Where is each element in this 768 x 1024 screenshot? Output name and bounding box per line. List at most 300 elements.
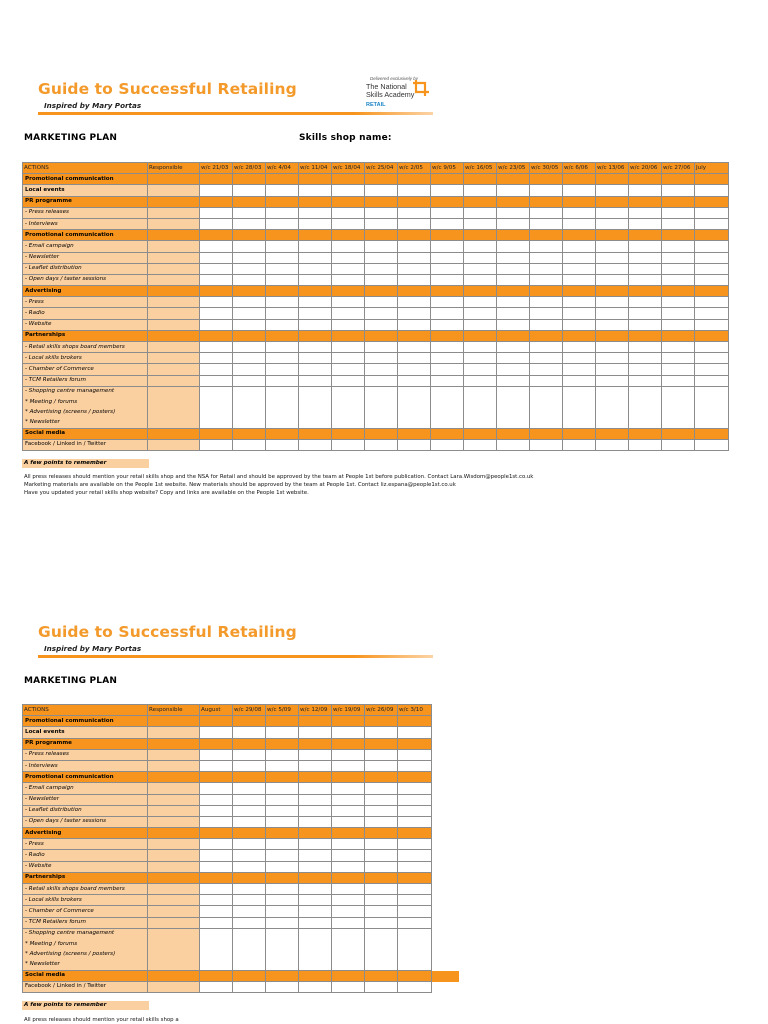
schedule-cell[interactable]: [299, 196, 332, 207]
schedule-cell[interactable]: [332, 794, 365, 805]
schedule-cell[interactable]: [233, 749, 266, 760]
schedule-cell[interactable]: [464, 397, 497, 407]
schedule-cell[interactable]: [431, 364, 464, 375]
schedule-cell[interactable]: [233, 794, 266, 805]
schedule-cell[interactable]: [464, 353, 497, 364]
schedule-cell[interactable]: [662, 297, 695, 308]
schedule-cell[interactable]: [233, 884, 266, 895]
responsible-cell[interactable]: [148, 981, 200, 992]
schedule-cell[interactable]: [332, 196, 365, 207]
schedule-cell[interactable]: [266, 230, 299, 241]
schedule-cell[interactable]: [233, 981, 266, 992]
schedule-cell[interactable]: [200, 417, 233, 428]
schedule-cell[interactable]: [200, 185, 233, 196]
schedule-cell[interactable]: [233, 397, 266, 407]
schedule-cell[interactable]: [398, 364, 431, 375]
schedule-cell[interactable]: [200, 895, 233, 906]
schedule-cell[interactable]: [233, 263, 266, 274]
schedule-cell[interactable]: [266, 949, 299, 959]
schedule-cell[interactable]: [497, 397, 530, 407]
schedule-cell[interactable]: [299, 263, 332, 274]
schedule-cell[interactable]: [365, 828, 398, 839]
schedule-cell[interactable]: [365, 738, 398, 749]
schedule-cell[interactable]: [398, 263, 431, 274]
schedule-cell[interactable]: [200, 794, 233, 805]
schedule-cell[interactable]: [200, 970, 233, 981]
responsible-cell[interactable]: [148, 738, 200, 749]
schedule-cell[interactable]: [596, 375, 629, 386]
schedule-cell[interactable]: [662, 185, 695, 196]
schedule-cell[interactable]: [200, 407, 233, 417]
schedule-cell[interactable]: [332, 308, 365, 319]
schedule-cell[interactable]: [530, 439, 563, 450]
responsible-cell[interactable]: [148, 241, 200, 252]
schedule-cell[interactable]: [530, 386, 563, 397]
schedule-cell[interactable]: [398, 407, 431, 417]
schedule-cell[interactable]: [200, 297, 233, 308]
schedule-cell[interactable]: [233, 364, 266, 375]
responsible-cell[interactable]: [148, 263, 200, 274]
schedule-cell[interactable]: [497, 319, 530, 330]
schedule-cell[interactable]: [299, 850, 332, 861]
schedule-cell[interactable]: [299, 308, 332, 319]
schedule-cell[interactable]: [563, 353, 596, 364]
schedule-cell[interactable]: [464, 407, 497, 417]
schedule-cell[interactable]: [365, 749, 398, 760]
schedule-cell[interactable]: [233, 760, 266, 771]
schedule-cell[interactable]: [629, 353, 662, 364]
schedule-cell[interactable]: [497, 252, 530, 263]
schedule-cell[interactable]: [365, 716, 398, 727]
schedule-cell[interactable]: [365, 794, 398, 805]
schedule-cell[interactable]: [695, 417, 729, 428]
schedule-cell[interactable]: [233, 308, 266, 319]
schedule-cell[interactable]: [266, 330, 299, 341]
schedule-cell[interactable]: [332, 805, 365, 816]
schedule-cell[interactable]: [464, 230, 497, 241]
responsible-cell[interactable]: [148, 386, 200, 397]
schedule-cell[interactable]: [662, 308, 695, 319]
schedule-cell[interactable]: [332, 218, 365, 229]
schedule-cell[interactable]: [200, 397, 233, 407]
schedule-cell[interactable]: [398, 906, 432, 917]
schedule-cell[interactable]: [233, 174, 266, 185]
schedule-cell[interactable]: [266, 805, 299, 816]
schedule-cell[interactable]: [299, 207, 332, 218]
schedule-cell[interactable]: [629, 308, 662, 319]
schedule-cell[interactable]: [464, 319, 497, 330]
schedule-cell[interactable]: [266, 970, 299, 981]
schedule-cell[interactable]: [695, 230, 729, 241]
schedule-cell[interactable]: [695, 274, 729, 285]
schedule-cell[interactable]: [464, 364, 497, 375]
schedule-cell[interactable]: [497, 196, 530, 207]
schedule-cell[interactable]: [200, 850, 233, 861]
schedule-cell[interactable]: [398, 981, 432, 992]
schedule-cell[interactable]: [332, 185, 365, 196]
schedule-cell[interactable]: [200, 939, 233, 949]
responsible-cell[interactable]: [148, 407, 200, 417]
schedule-cell[interactable]: [398, 783, 432, 794]
schedule-cell[interactable]: [695, 407, 729, 417]
schedule-cell[interactable]: [266, 174, 299, 185]
schedule-cell[interactable]: [431, 386, 464, 397]
schedule-cell[interactable]: [233, 207, 266, 218]
schedule-cell[interactable]: [365, 839, 398, 850]
schedule-cell[interactable]: [596, 218, 629, 229]
schedule-cell[interactable]: [398, 308, 431, 319]
schedule-cell[interactable]: [266, 917, 299, 928]
schedule-cell[interactable]: [299, 319, 332, 330]
schedule-cell[interactable]: [563, 417, 596, 428]
schedule-cell[interactable]: [266, 850, 299, 861]
schedule-cell[interactable]: [497, 375, 530, 386]
schedule-cell[interactable]: [497, 417, 530, 428]
schedule-cell[interactable]: [695, 286, 729, 297]
schedule-cell[interactable]: [662, 263, 695, 274]
schedule-cell[interactable]: [365, 397, 398, 407]
schedule-cell[interactable]: [332, 772, 365, 783]
schedule-cell[interactable]: [332, 297, 365, 308]
schedule-cell[interactable]: [365, 241, 398, 252]
schedule-cell[interactable]: [233, 805, 266, 816]
schedule-cell[interactable]: [365, 252, 398, 263]
schedule-cell[interactable]: [233, 286, 266, 297]
schedule-cell[interactable]: [332, 970, 365, 981]
schedule-cell[interactable]: [398, 375, 431, 386]
schedule-cell[interactable]: [200, 805, 233, 816]
schedule-cell[interactable]: [596, 207, 629, 218]
schedule-cell[interactable]: [332, 375, 365, 386]
schedule-cell[interactable]: [332, 906, 365, 917]
schedule-cell[interactable]: [266, 783, 299, 794]
schedule-cell[interactable]: [233, 816, 266, 827]
schedule-cell[interactable]: [266, 241, 299, 252]
schedule-cell[interactable]: [365, 407, 398, 417]
schedule-cell[interactable]: [266, 439, 299, 450]
schedule-cell[interactable]: [398, 861, 432, 872]
schedule-cell[interactable]: [629, 241, 662, 252]
schedule-cell[interactable]: [695, 308, 729, 319]
schedule-cell[interactable]: [233, 928, 266, 939]
schedule-cell[interactable]: [563, 386, 596, 397]
schedule-cell[interactable]: [233, 330, 266, 341]
schedule-cell[interactable]: [266, 386, 299, 397]
schedule-cell[interactable]: [596, 364, 629, 375]
schedule-cell[interactable]: [200, 839, 233, 850]
schedule-cell[interactable]: [695, 218, 729, 229]
schedule-cell[interactable]: [233, 297, 266, 308]
schedule-cell[interactable]: [299, 397, 332, 407]
schedule-cell[interactable]: [332, 274, 365, 285]
schedule-cell[interactable]: [233, 783, 266, 794]
schedule-cell[interactable]: [563, 308, 596, 319]
schedule-cell[interactable]: [266, 397, 299, 407]
schedule-cell[interactable]: [332, 828, 365, 839]
shop-name-input[interactable]: [394, 131, 544, 143]
schedule-cell[interactable]: [464, 386, 497, 397]
schedule-cell[interactable]: [398, 949, 432, 959]
schedule-cell[interactable]: [398, 716, 432, 727]
responsible-cell[interactable]: [148, 749, 200, 760]
schedule-cell[interactable]: [398, 760, 432, 771]
schedule-cell[interactable]: [596, 386, 629, 397]
schedule-cell[interactable]: [398, 297, 431, 308]
schedule-cell[interactable]: [200, 375, 233, 386]
schedule-cell[interactable]: [662, 218, 695, 229]
schedule-cell[interactable]: [464, 342, 497, 353]
schedule-cell[interactable]: [695, 386, 729, 397]
schedule-cell[interactable]: [233, 319, 266, 330]
schedule-cell[interactable]: [695, 330, 729, 341]
schedule-cell[interactable]: [266, 428, 299, 439]
schedule-cell[interactable]: [200, 428, 233, 439]
schedule-cell[interactable]: [299, 839, 332, 850]
schedule-cell[interactable]: [233, 386, 266, 397]
schedule-cell[interactable]: [266, 906, 299, 917]
responsible-cell[interactable]: [148, 959, 200, 970]
schedule-cell[interactable]: [530, 230, 563, 241]
schedule-cell[interactable]: [398, 884, 432, 895]
schedule-cell[interactable]: [629, 319, 662, 330]
schedule-cell[interactable]: [332, 727, 365, 738]
schedule-cell[interactable]: [332, 417, 365, 428]
schedule-cell[interactable]: [629, 439, 662, 450]
schedule-cell[interactable]: [299, 939, 332, 949]
schedule-cell[interactable]: [266, 884, 299, 895]
schedule-cell[interactable]: [266, 959, 299, 970]
schedule-cell[interactable]: [497, 185, 530, 196]
schedule-cell[interactable]: [200, 319, 233, 330]
schedule-cell[interactable]: [332, 872, 365, 883]
schedule-cell[interactable]: [365, 805, 398, 816]
schedule-cell[interactable]: [200, 252, 233, 263]
schedule-cell[interactable]: [332, 439, 365, 450]
schedule-cell[interactable]: [299, 816, 332, 827]
schedule-cell[interactable]: [497, 428, 530, 439]
schedule-cell[interactable]: [266, 375, 299, 386]
schedule-cell[interactable]: [695, 263, 729, 274]
schedule-cell[interactable]: [629, 286, 662, 297]
schedule-cell[interactable]: [266, 342, 299, 353]
schedule-cell[interactable]: [398, 439, 431, 450]
schedule-cell[interactable]: [431, 252, 464, 263]
schedule-cell[interactable]: [530, 319, 563, 330]
schedule-cell[interactable]: [365, 917, 398, 928]
schedule-cell[interactable]: [497, 263, 530, 274]
schedule-cell[interactable]: [299, 928, 332, 939]
schedule-cell[interactable]: [398, 928, 432, 939]
schedule-cell[interactable]: [662, 274, 695, 285]
schedule-cell[interactable]: [299, 297, 332, 308]
schedule-cell[interactable]: [530, 342, 563, 353]
schedule-cell[interactable]: [233, 872, 266, 883]
schedule-cell[interactable]: [398, 772, 432, 783]
schedule-cell[interactable]: [530, 252, 563, 263]
schedule-cell[interactable]: [662, 375, 695, 386]
schedule-cell[interactable]: [662, 407, 695, 417]
schedule-cell[interactable]: [629, 218, 662, 229]
responsible-cell[interactable]: [148, 906, 200, 917]
schedule-cell[interactable]: [332, 738, 365, 749]
schedule-cell[interactable]: [398, 330, 431, 341]
schedule-cell[interactable]: [398, 749, 432, 760]
schedule-cell[interactable]: [497, 286, 530, 297]
schedule-cell[interactable]: [365, 428, 398, 439]
schedule-cell[interactable]: [266, 196, 299, 207]
schedule-cell[interactable]: [662, 364, 695, 375]
schedule-cell[interactable]: [530, 397, 563, 407]
schedule-cell[interactable]: [266, 939, 299, 949]
schedule-cell[interactable]: [431, 319, 464, 330]
responsible-cell[interactable]: [148, 196, 200, 207]
schedule-cell[interactable]: [299, 252, 332, 263]
schedule-cell[interactable]: [365, 364, 398, 375]
schedule-cell[interactable]: [530, 241, 563, 252]
schedule-cell[interactable]: [563, 364, 596, 375]
schedule-cell[interactable]: [200, 861, 233, 872]
schedule-cell[interactable]: [695, 196, 729, 207]
schedule-cell[interactable]: [695, 241, 729, 252]
schedule-cell[interactable]: [596, 196, 629, 207]
schedule-cell[interactable]: [629, 364, 662, 375]
schedule-cell[interactable]: [266, 185, 299, 196]
schedule-cell[interactable]: [398, 839, 432, 850]
schedule-cell[interactable]: [365, 297, 398, 308]
schedule-cell[interactable]: [233, 375, 266, 386]
schedule-cell[interactable]: [299, 407, 332, 417]
responsible-cell[interactable]: [148, 286, 200, 297]
schedule-cell[interactable]: [332, 850, 365, 861]
schedule-cell[interactable]: [695, 174, 729, 185]
schedule-cell[interactable]: [596, 407, 629, 417]
schedule-cell[interactable]: [596, 428, 629, 439]
schedule-cell[interactable]: [299, 274, 332, 285]
schedule-cell[interactable]: [398, 794, 432, 805]
schedule-cell[interactable]: [464, 417, 497, 428]
schedule-cell[interactable]: [299, 917, 332, 928]
responsible-cell[interactable]: [148, 252, 200, 263]
schedule-cell[interactable]: [464, 263, 497, 274]
schedule-cell[interactable]: [365, 872, 398, 883]
schedule-cell[interactable]: [629, 252, 662, 263]
schedule-cell[interactable]: [299, 772, 332, 783]
schedule-cell[interactable]: [596, 263, 629, 274]
schedule-cell[interactable]: [299, 375, 332, 386]
responsible-cell[interactable]: [148, 917, 200, 928]
schedule-cell[interactable]: [398, 241, 431, 252]
schedule-cell[interactable]: [497, 330, 530, 341]
schedule-cell[interactable]: [431, 342, 464, 353]
schedule-cell[interactable]: [200, 884, 233, 895]
schedule-cell[interactable]: [464, 297, 497, 308]
schedule-cell[interactable]: [365, 939, 398, 949]
schedule-cell[interactable]: [431, 439, 464, 450]
schedule-cell[interactable]: [596, 417, 629, 428]
schedule-cell[interactable]: [563, 185, 596, 196]
responsible-cell[interactable]: [148, 816, 200, 827]
schedule-cell[interactable]: [200, 981, 233, 992]
schedule-cell[interactable]: [200, 353, 233, 364]
schedule-cell[interactable]: [233, 727, 266, 738]
schedule-cell[interactable]: [497, 386, 530, 397]
schedule-cell[interactable]: [233, 218, 266, 229]
schedule-cell[interactable]: [365, 218, 398, 229]
schedule-cell[interactable]: [365, 417, 398, 428]
schedule-cell[interactable]: [629, 407, 662, 417]
schedule-cell[interactable]: [200, 218, 233, 229]
responsible-cell[interactable]: [148, 839, 200, 850]
schedule-cell[interactable]: [332, 760, 365, 771]
schedule-cell[interactable]: [233, 407, 266, 417]
schedule-cell[interactable]: [563, 274, 596, 285]
schedule-cell[interactable]: [398, 872, 432, 883]
schedule-cell[interactable]: [563, 230, 596, 241]
schedule-cell[interactable]: [497, 308, 530, 319]
schedule-cell[interactable]: [629, 342, 662, 353]
schedule-cell[interactable]: [299, 428, 332, 439]
responsible-cell[interactable]: [148, 861, 200, 872]
schedule-cell[interactable]: [530, 196, 563, 207]
schedule-cell[interactable]: [200, 772, 233, 783]
schedule-cell[interactable]: [299, 981, 332, 992]
schedule-cell[interactable]: [332, 364, 365, 375]
schedule-cell[interactable]: [497, 207, 530, 218]
schedule-cell[interactable]: [431, 353, 464, 364]
schedule-cell[interactable]: [332, 397, 365, 407]
schedule-cell[interactable]: [332, 959, 365, 970]
schedule-cell[interactable]: [563, 397, 596, 407]
schedule-cell[interactable]: [365, 319, 398, 330]
responsible-cell[interactable]: [148, 783, 200, 794]
schedule-cell[interactable]: [365, 772, 398, 783]
schedule-cell[interactable]: [662, 386, 695, 397]
schedule-cell[interactable]: [398, 850, 432, 861]
schedule-cell[interactable]: [398, 917, 432, 928]
schedule-cell[interactable]: [200, 727, 233, 738]
responsible-cell[interactable]: [148, 884, 200, 895]
schedule-cell[interactable]: [200, 196, 233, 207]
schedule-cell[interactable]: [365, 439, 398, 450]
schedule-cell[interactable]: [695, 319, 729, 330]
schedule-cell[interactable]: [695, 207, 729, 218]
schedule-cell[interactable]: [662, 174, 695, 185]
schedule-cell[interactable]: [266, 319, 299, 330]
schedule-cell[interactable]: [233, 342, 266, 353]
schedule-cell[interactable]: [464, 196, 497, 207]
schedule-cell[interactable]: [662, 342, 695, 353]
schedule-cell[interactable]: [365, 816, 398, 827]
schedule-cell[interactable]: [266, 274, 299, 285]
schedule-cell[interactable]: [299, 342, 332, 353]
schedule-cell[interactable]: [530, 174, 563, 185]
schedule-cell[interactable]: [464, 185, 497, 196]
schedule-cell[interactable]: [332, 716, 365, 727]
schedule-cell[interactable]: [365, 185, 398, 196]
schedule-cell[interactable]: [299, 218, 332, 229]
schedule-cell[interactable]: [431, 330, 464, 341]
schedule-cell[interactable]: [662, 196, 695, 207]
schedule-cell[interactable]: [398, 959, 432, 970]
responsible-cell[interactable]: [148, 949, 200, 959]
schedule-cell[interactable]: [563, 252, 596, 263]
schedule-cell[interactable]: [365, 207, 398, 218]
schedule-cell[interactable]: [266, 263, 299, 274]
schedule-cell[interactable]: [398, 805, 432, 816]
schedule-cell[interactable]: [365, 330, 398, 341]
schedule-cell[interactable]: [299, 241, 332, 252]
schedule-cell[interactable]: [629, 207, 662, 218]
